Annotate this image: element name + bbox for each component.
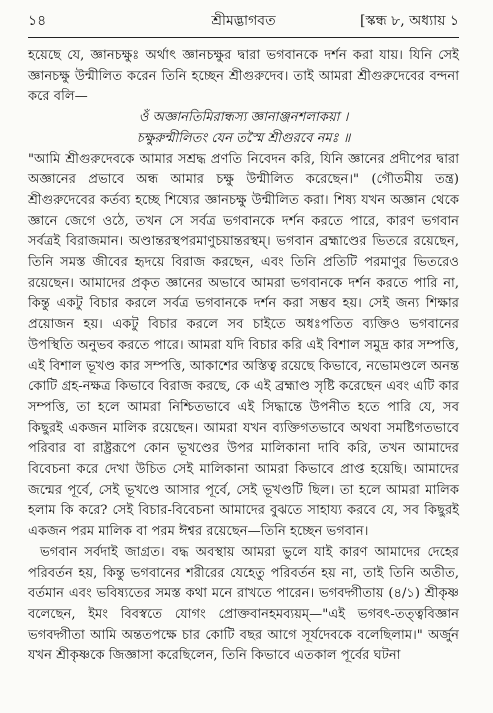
chapter-reference: [স্কন্ধ ৮, অধ্যায় ১ [360,13,459,29]
sanskrit-verse-line: চক্ষুরুন্মীলিতং যেন তস্মৈ শ্রীগুরবে নমঃ ॥ [136,130,351,146]
running-header [28,10,459,32]
paragraph: ভগবান সর্বদাই জাগ্রত। বদ্ধ অবস্থায় আমরা ভুলে যাই কারণ আমাদের দেহের পরিবর্তন হয়, কিন্তু ভগবানের শরীরের যেহেতু পরিবর্তন হয় না, তাই তিনি অতীত, বর্তমান এবং ভবিষ্যতের সমস্ত কথা মনে রাখতে পারেন। ভগবদ্গীতায় (৪/১) শ্রীকৃষ্ণ বলেছেন, ইমং বিবস্বতে যোগং প্রোক্তবানহমব্যয়ম্—"এই ভগবৎ-তত্ত্ববিজ্ঞান ভগবদ্গীতা আমি অন্ততপক্ষে চার কোটি বছর আগে সূর্যদেবকে বলেছিলাম।" অর্জুন যখন শ্রীকৃষ্ণকে জিজ্ঞাসা করেছিলেন, তিনি কিভাবে এতকাল পূর্বের ঘটনা [28,544,460,664]
sanskrit-verse-line: ওঁ অজ্ঞানতিমিরান্ধস্য জ্ঞানাঞ্জনশলাকয়া । [138,110,349,126]
page-body [28,46,459,667]
paragraph: হয়েছে যে, জ্ঞানচক্ষুঃ অর্থাৎ জ্ঞানচক্ষুর দ্বারা ভগবানকে দর্শন করা যায়। যিনি সেই জ্ঞানচক্ষু উন্মীলিত করেন তিনি হচ্ছেন শ্রীগুরুদেব। তাই আমরা শ্রীগুরুদেবের বন্দনা করে বলি— [28,48,459,105]
book-title: শ্রীমদ্ভাগবত [211,13,276,29]
page-number: ১৪ [28,13,47,29]
header-rule [28,37,459,38]
paragraph: "আমি শ্রীগুরুদেবকে আমার সশ্রদ্ধ প্রণতি নিবেদন করি, যিনি জ্ঞানের প্রদীপের দ্বারা অজ্ঞানের প্রভাবে অন্ধ আমার চক্ষু উন্মীলিত করেছেন।" (গৌতমীয় তন্ত্র) শ্রীগুরুদেবের কর্তব্য হচ্ছে শিষ্যের জ্ঞানচক্ষু উন্মীলিত করা। শিষ্য যখন অজ্ঞান থেকে জ্ঞানে জেগে ওঠে, তখন সে সর্বত্র ভগবানকে দর্শন করতে পারে, কারণ ভগবান সর্বত্রই বিরাজমান। অণ্ডান্তরস্থপরমাণুচয়ান্তরস্থম্। ভগবান ব্রহ্মাণ্ডের ভিতরে রয়েছেন, তিনি সমস্ত জীবের হৃদয়ে বিরাজ করছেন, এবং তিনি প্রতিটি পরমাণুর ভিতরেও রয়েছেন। আমাদের প্রকৃত জ্ঞানের অভাবে আমরা ভগবানকে দর্শন করতে পারি না, কিন্তু একটু বিচার করলে সর্বত্র ভগবানকে দর্শন করা সম্ভব হয়। সেই জন্য শিক্ষার প্রয়োজন হয়। একটু বিচার করলে সব চাইতে অধঃপতিত ব্যক্তিও ভগবানের উপস্থিতি অনুভব করতে পারে। আমরা যদি বিচার করি এই বিশাল সমুদ্র কার সম্পত্তি, এই বিশাল ভূখণ্ড কার সম্পত্তি, আকাশের অস্তিত্ব রয়েছে কিভাবে, নভোমণ্ডলে অনন্ত কোটি গ্রহ-নক্ষত্র কিভাবে বিরাজ করছে, কে এই ব্রহ্মাণ্ড সৃষ্টি করেছেন এবং এটি কার সম্পত্তি, তা হলে আমরা নিশ্চিতভাবে এই সিদ্ধান্তে উপনীত হতে পারি যে, সব কিছুরই একজন মালিক রয়েছেন। আমরা যখন ব্যক্তিগতভাবে অথবা সমষ্টিগতভাবে পরিবার বা রাষ্ট্ররূপে কোন ভূখণ্ডের উপর মালিকানা দাবি করি, তখন আমাদের বিবেচনা করে দেখা উচিত সেই মালিকানা আমরা কিভাবে প্রাপ্ত হয়েছি। আমাদের জন্মের পূর্বে, সেই ভূখণ্ডে আসার পূর্বে, সেই ভূখণ্ডটি ছিল। তা হলে আমরা মালিক হলাম কি করে? সেই বিচার-বিবেচনা আমাদের বুঝতে সাহায্য করবে যে, সব কিছুরই একজন পরম মালিক বা পরম ঈশ্বর রয়েছেন—তিনি হচ্ছেন ভগবান। [28,151,459,540]
